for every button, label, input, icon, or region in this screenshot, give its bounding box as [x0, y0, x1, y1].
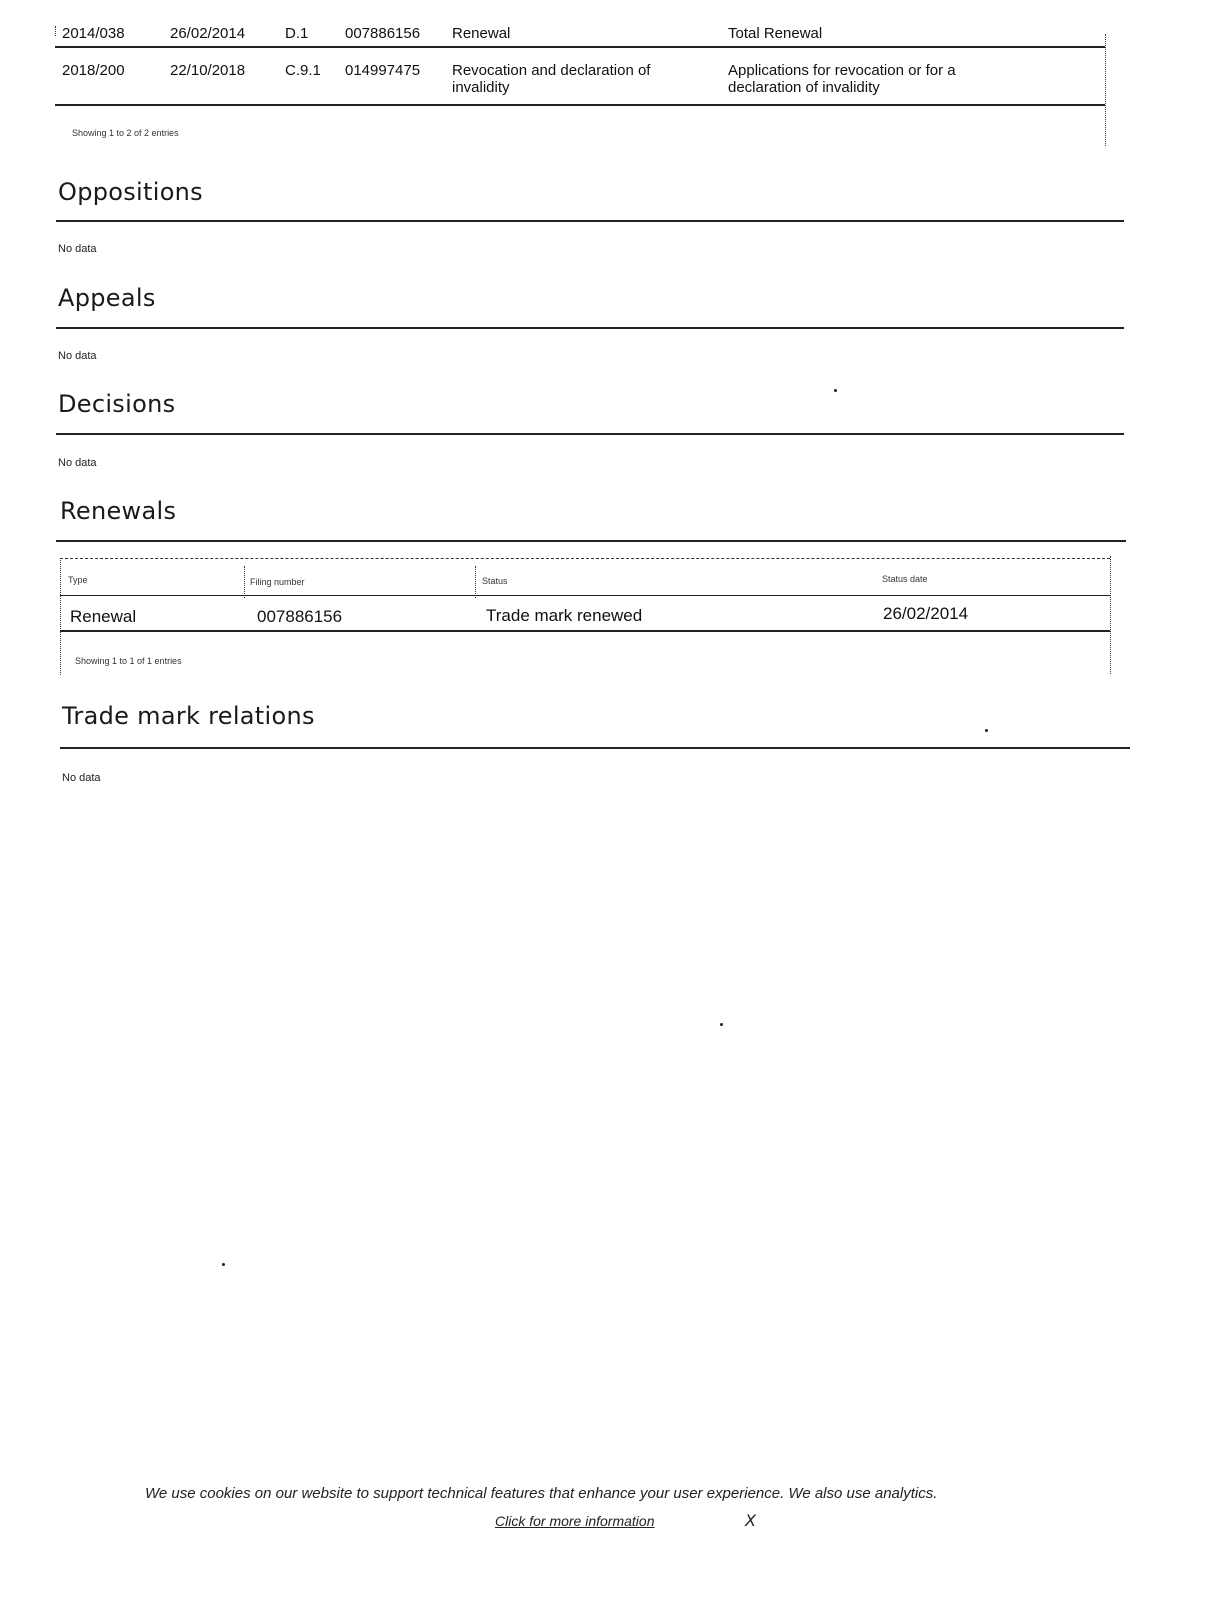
scan-speck: [222, 1263, 225, 1266]
table-border-left: [60, 560, 61, 675]
section-divider: [56, 540, 1126, 542]
recordal-description: Applications for revocation or for a declaration of invalidity: [728, 62, 956, 96]
header-divider: [60, 595, 1110, 596]
scan-speck: [985, 729, 988, 732]
no-data-decisions: No data: [58, 457, 97, 469]
recordal-code: D.1: [285, 25, 309, 42]
recordal-type: Revocation and declaration of invalidity: [452, 62, 651, 96]
column-header-type: Type: [68, 575, 88, 585]
no-data-trade-mark-relations: No data: [62, 772, 101, 784]
section-divider: [56, 220, 1124, 222]
section-divider: [60, 747, 1130, 749]
recordal-number: 2014/038: [62, 25, 125, 42]
column-header-status-date: Status date: [882, 574, 928, 584]
column-header-status: Status: [482, 576, 508, 586]
close-icon[interactable]: X: [745, 1511, 756, 1530]
column-header-filing-number: Filing number: [250, 577, 305, 587]
recordal-code: C.9.1: [285, 62, 321, 79]
section-title-oppositions: Oppositions: [58, 178, 203, 206]
section-divider: [56, 327, 1124, 329]
table-info: Showing 1 to 1 of 1 entries: [75, 656, 182, 666]
renewal-filing-number: 007886156: [257, 607, 343, 626]
row-divider: [60, 630, 1110, 632]
section-title-trade-mark-relations: Trade mark relations: [62, 702, 315, 730]
table-border-right: [1110, 556, 1111, 674]
table-info: Showing 1 to 2 of 2 entries: [72, 128, 179, 138]
section-title-appeals: Appeals: [58, 284, 156, 312]
column-divider: [244, 566, 245, 598]
section-title-decisions: Decisions: [58, 390, 176, 418]
renewal-type: Renewal: [70, 607, 137, 626]
recordal-date: 26/02/2014: [170, 25, 246, 42]
scan-speck: [720, 1023, 723, 1026]
no-data-oppositions: No data: [58, 243, 97, 255]
no-data-appeals: No data: [58, 350, 97, 362]
section-divider: [56, 433, 1124, 435]
column-divider: [475, 566, 476, 598]
section-title-renewals: Renewals: [60, 497, 177, 525]
cookie-more-info-link[interactable]: Click for more information: [495, 1513, 655, 1529]
cookie-banner-text: We use cookies on our website to support technical features that enhance your user experience. We also use analytics.: [145, 1485, 938, 1502]
row-divider: [55, 46, 1105, 48]
renewal-status-date: 26/02/2014: [883, 604, 969, 623]
table-border-left: [55, 26, 56, 36]
recordal-date: 22/10/2018: [170, 62, 246, 79]
recordal-type: Renewal: [452, 25, 511, 42]
recordal-filing-number: 007886156: [345, 25, 421, 42]
table-top-border: [60, 558, 1110, 559]
table-border-right: [1105, 34, 1106, 146]
recordal-number: 2018/200: [62, 62, 125, 79]
recordal-filing-number: 014997475: [345, 62, 421, 79]
row-divider: [55, 104, 1105, 106]
scan-speck: [834, 389, 837, 392]
renewal-status: Trade mark renewed: [486, 606, 643, 625]
recordal-description: Total Renewal: [728, 25, 823, 42]
